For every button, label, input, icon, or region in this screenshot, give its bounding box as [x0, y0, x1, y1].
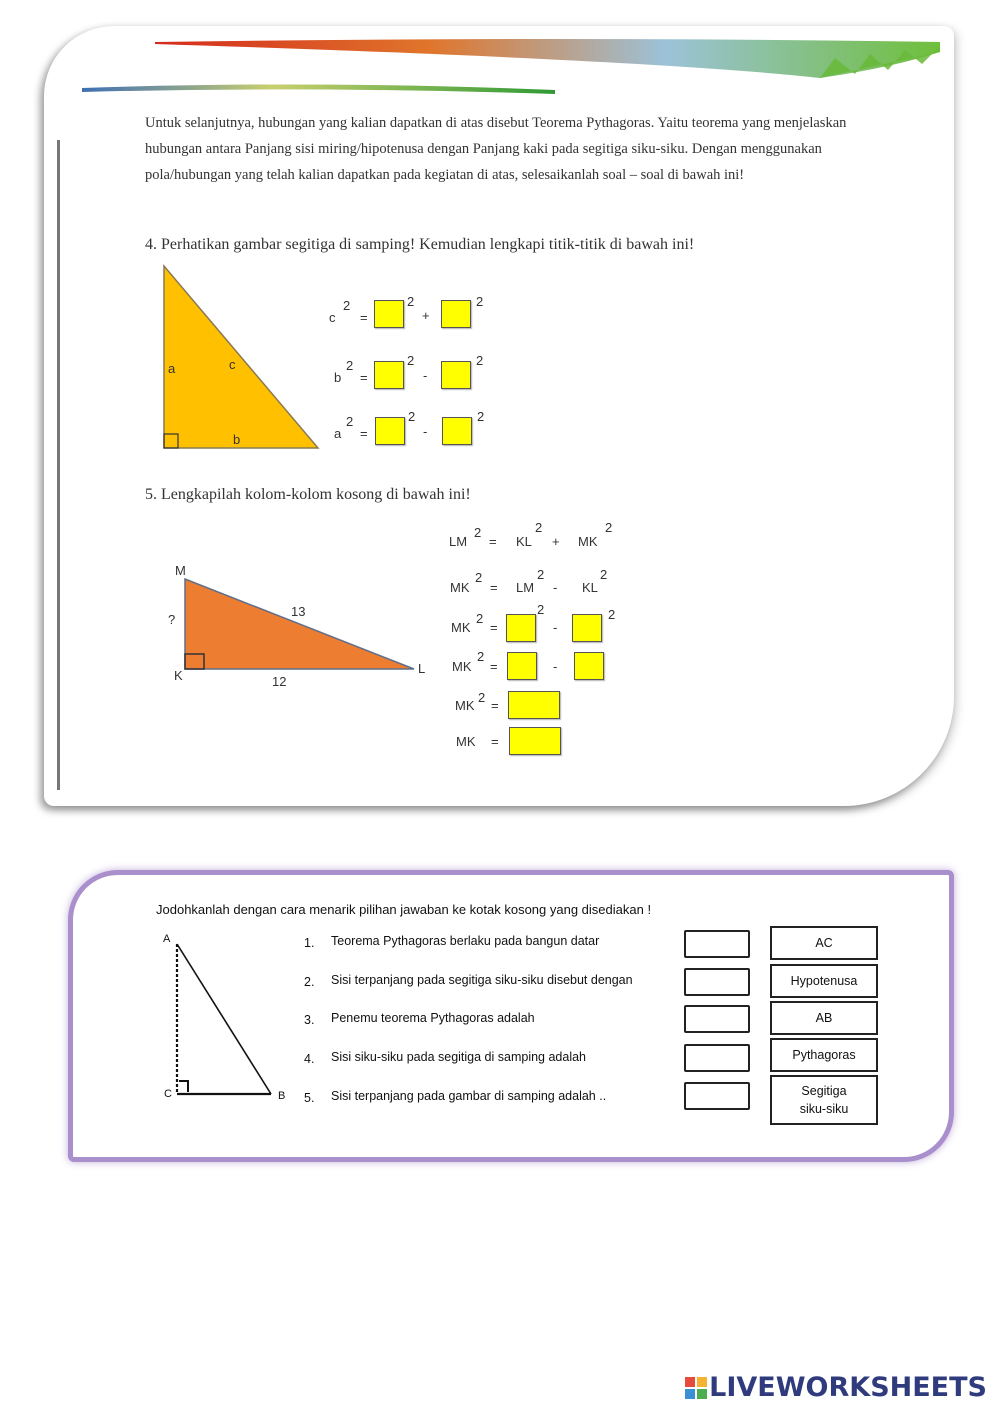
- eq-operator: -: [553, 620, 558, 635]
- eq-operator: -: [553, 659, 558, 674]
- question-number: 5.: [304, 1091, 315, 1105]
- eq-exponent: 2: [537, 567, 545, 582]
- triangle-label-side-mk: ?: [168, 612, 176, 627]
- eq-equals: =: [491, 698, 499, 713]
- answer-box[interactable]: [506, 614, 536, 642]
- liveworksheets-logo-icon: [685, 1377, 707, 1399]
- answer-box[interactable]: [442, 417, 472, 445]
- eq-equals: =: [490, 659, 498, 674]
- eq-equals: =: [490, 580, 498, 595]
- choice-pythagoras[interactable]: [770, 1038, 878, 1072]
- eq-exponent: 2: [537, 602, 545, 617]
- question-number: 2.: [304, 975, 315, 989]
- liveworksheets-wordmark: LIVEWORKSHEETS: [709, 1372, 987, 1403]
- matching-question-5: [304, 1089, 607, 1107]
- eq-exponent: 2: [477, 409, 485, 424]
- eq-exponent: 2: [535, 520, 543, 535]
- eq-operator: +: [552, 534, 560, 549]
- header-swoosh-decoration: [60, 30, 950, 100]
- eq-exponent: 2: [474, 525, 482, 540]
- answer-box[interactable]: [441, 361, 471, 389]
- choice-label-line-2: siku-siku: [799, 1102, 849, 1116]
- triangle-label-m: M: [175, 563, 186, 578]
- eq-equals: =: [360, 370, 368, 385]
- question-text: Sisi terpanjang pada segitiga siku-siku disebut dengan: [331, 973, 633, 987]
- answer-box[interactable]: [375, 417, 405, 445]
- triangle-label-c: C: [164, 1088, 172, 1100]
- eq-exponent: 2: [408, 409, 416, 424]
- eq-term: MK: [578, 534, 598, 549]
- question-number: 1.: [304, 936, 315, 950]
- eq-term: LM: [449, 534, 468, 549]
- choice-ab[interactable]: [770, 1001, 878, 1035]
- answer-box[interactable]: [441, 300, 471, 328]
- answer-box[interactable]: [507, 652, 537, 680]
- eq-operator: +: [422, 308, 430, 323]
- triangle-label-b: b: [233, 432, 241, 447]
- matching-question-1: [304, 934, 600, 952]
- triangle-label-a: a: [168, 361, 176, 376]
- question-text: Sisi terpanjang pada gambar di samping adalah ..: [331, 1089, 607, 1103]
- triangle-label-b: B: [278, 1090, 286, 1102]
- answer-drop-box-4[interactable]: [684, 1044, 750, 1072]
- answer-drop-box-3[interactable]: [684, 1005, 750, 1033]
- question-5-title: 5. Lengkapilah kolom-kolom kosong di bawah ini!: [145, 486, 471, 503]
- choice-ac[interactable]: [770, 926, 878, 960]
- eq-equals: =: [491, 734, 499, 749]
- answer-box[interactable]: [572, 614, 602, 642]
- eq-equals: =: [490, 620, 498, 635]
- eq-operator: -: [423, 368, 428, 383]
- eq-operator: -: [423, 424, 428, 439]
- liveworksheets-logo: [685, 1372, 987, 1403]
- choice-segitiga-siku-siku[interactable]: [770, 1075, 878, 1125]
- eq-term: MK: [455, 698, 475, 713]
- answer-box[interactable]: [374, 300, 404, 328]
- triangle-label-side-ml: 13: [291, 604, 306, 619]
- triangle-label-l: L: [418, 661, 426, 676]
- eq-exponent: 2: [476, 611, 484, 626]
- question-4-title: 4. Perhatikan gambar segitiga di samping! Kemudian lengkapi titik-titik di bawah ini!: [145, 236, 695, 253]
- triangle-label-side-kl: 12: [272, 674, 287, 689]
- right-triangle-acb: [170, 938, 280, 1102]
- right-triangle-mkl: [180, 574, 420, 674]
- matching-instruction: Jodohkanlah dengan cara menarik pilihan jawaban ke kotak kosong yang disediakan !: [156, 902, 652, 917]
- eq-exponent: 2: [476, 353, 484, 368]
- matching-question-3: [304, 1011, 535, 1029]
- eq-exponent: 2: [608, 607, 616, 622]
- eq-exponent: 2: [475, 570, 483, 585]
- question-number: 4.: [304, 1052, 315, 1066]
- choice-label-line-1: Segitiga: [801, 1084, 847, 1098]
- eq-exponent: 2: [605, 520, 613, 535]
- choice-label: Pythagoras: [792, 1048, 856, 1062]
- answer-drop-box-1[interactable]: [684, 930, 750, 958]
- answer-drop-box-5[interactable]: [684, 1082, 750, 1110]
- eq-term: LM: [516, 580, 535, 595]
- eq-term: KL: [516, 534, 532, 549]
- eq-term: KL: [582, 580, 598, 595]
- triangle-label-a: A: [163, 933, 171, 945]
- card-left-border: [57, 140, 60, 790]
- eq-exponent: 2: [600, 567, 608, 582]
- choice-hypotenusa[interactable]: [770, 964, 878, 998]
- triangle-label-c: c: [229, 357, 236, 372]
- answer-box[interactable]: [508, 691, 560, 719]
- eq-exponent: 2: [346, 414, 354, 429]
- eq-term: MK: [456, 734, 476, 749]
- eq-exponent: 2: [407, 294, 415, 309]
- eq-lhs: b: [334, 370, 342, 385]
- answer-box[interactable]: [574, 652, 604, 680]
- right-triangle-abc: [160, 262, 325, 454]
- choice-label: Hypotenusa: [790, 974, 858, 988]
- eq-equals: =: [360, 426, 368, 441]
- eq-term: MK: [452, 659, 472, 674]
- eq-term: MK: [450, 580, 470, 595]
- eq-exponent: 2: [407, 353, 415, 368]
- question-text: Penemu teorema Pythagoras adalah: [331, 1011, 535, 1025]
- eq-exponent: 2: [476, 294, 484, 309]
- eq-lhs: c: [329, 310, 336, 325]
- eq-equals: =: [489, 534, 497, 549]
- answer-box[interactable]: [509, 727, 561, 755]
- eq-exponent: 2: [477, 649, 485, 664]
- matching-question-2: [304, 973, 633, 991]
- eq-equals: =: [360, 310, 368, 325]
- choice-label: AC: [815, 936, 833, 950]
- intro-paragraph: Untuk selanjutnya, hubungan yang kalian dapatkan di atas disebut Teorema Pythagoras. Yaitu teorema yang menjelaskan hubungan antara Panjang sisi miring/hipotenusa dengan Panjang kaki pada segitiga siku-siku. Dengan menggunakan pola/hubungan yang telah kalian dapatkan pada kegiatan di atas, selesaikanlah soal – soal di bawah ini!: [145, 115, 847, 183]
- eq-exponent: 2: [343, 298, 351, 313]
- question-text: Teorema Pythagoras berlaku pada bangun datar: [331, 934, 600, 948]
- eq-term: MK: [451, 620, 471, 635]
- answer-drop-box-2[interactable]: [684, 968, 750, 996]
- eq-lhs: a: [334, 426, 342, 441]
- question-text: Sisi siku-siku pada segitiga di samping adalah: [331, 1050, 587, 1064]
- triangle-label-k: K: [174, 668, 183, 683]
- eq-exponent: 2: [346, 358, 354, 373]
- question-number: 3.: [304, 1013, 315, 1027]
- choice-label: AB: [815, 1011, 833, 1025]
- answer-box[interactable]: [374, 361, 404, 389]
- eq-exponent: 2: [478, 690, 486, 705]
- matching-question-4: [304, 1050, 587, 1068]
- eq-operator: -: [553, 580, 558, 595]
